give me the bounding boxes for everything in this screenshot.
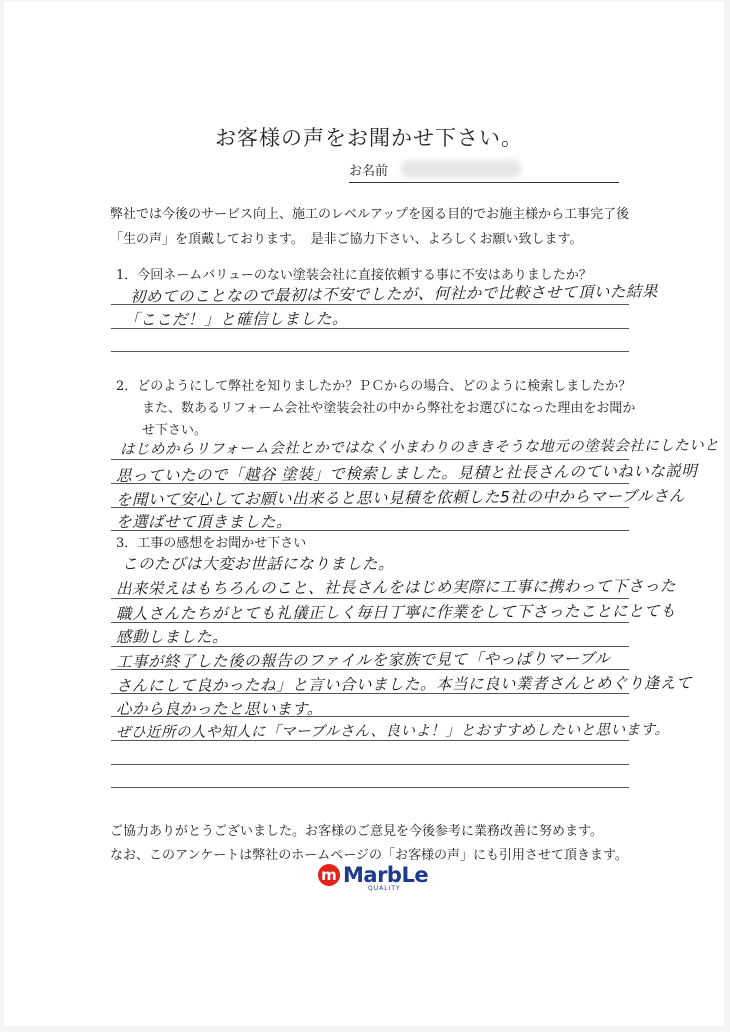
answer-rule bbox=[111, 351, 629, 352]
question-1: 1．今回ネームバリューのない塗装会社に直接依頼する事に不安はありましたか？ bbox=[116, 268, 592, 283]
closing-text bbox=[110, 820, 628, 868]
page-title: お客様の声をお聞かせ下さい。 bbox=[215, 126, 523, 150]
name-label: お名前 bbox=[349, 164, 389, 179]
answer-1-line: 初めてのことなので最初は不安でしたが、何社かで比較させて頂いた結果 bbox=[129, 282, 658, 307]
answer-3-line: このたびは大変お世話になりました。 bbox=[122, 555, 395, 573]
answer-rule bbox=[111, 716, 629, 717]
logo-subtext: QUALITY bbox=[368, 885, 401, 892]
closing-line: なお、このアンケートは弊社のホームページの「お客様の声」にも引用させて頂きます。 bbox=[110, 848, 628, 863]
answer-2-line: はじめからリフォーム会社とかではなく小まわりのききそうな地元の塗装会社にしたいと bbox=[119, 437, 720, 459]
answer-3-line: 工事が終了した後の報告のファイルを家族で見て「やっぱりマーブル bbox=[115, 649, 611, 671]
answer-rule bbox=[111, 304, 629, 305]
question-3: 3．工事の感想をお聞かせ下さい bbox=[116, 536, 307, 551]
answer-rule bbox=[111, 459, 629, 460]
survey-sheet bbox=[4, 2, 724, 1026]
answer-1-line: 「ここだ！」と確信しました。 bbox=[123, 309, 349, 329]
answer-rule bbox=[111, 530, 629, 531]
name-field bbox=[349, 160, 619, 183]
answer-3-line: ぜひ近所の人や知人に「マーブルさん、良いよ！」とおすすめしたいと思います。 bbox=[115, 722, 670, 741]
answer-rule bbox=[111, 622, 629, 623]
answer-rule bbox=[111, 507, 629, 508]
answer-rule bbox=[111, 787, 629, 788]
question-2-line: せ下さい。 bbox=[116, 423, 208, 438]
logo-mark: m bbox=[318, 864, 340, 886]
intro-line: 弊社では今後のサービス向上、施工のレベルアップを図る目的でお施主様から工事完了後 bbox=[110, 207, 630, 222]
answer-rule bbox=[111, 483, 629, 484]
answer-3-line: 心から良かったと思います。 bbox=[116, 700, 323, 718]
answer-rule bbox=[111, 669, 629, 670]
intro-line: 「生の声」を頂戴しております。 是非ご協力下さい、よろしくお願い致します。 bbox=[110, 232, 583, 247]
redacted-name bbox=[401, 160, 521, 178]
logo-text: MarbLe bbox=[343, 863, 429, 887]
question-2-line: また、数あるリフォーム会社や塗装会社の中から弊社をお選びになった理由をお聞か bbox=[116, 401, 636, 416]
answer-3-line: 感動しました。 bbox=[116, 628, 229, 646]
answer-rule bbox=[111, 740, 629, 741]
answer-3-line: 職人さんたちがとても礼儀正しく毎日丁寧に作業をして下さったことにとても bbox=[115, 602, 677, 623]
answer-rule bbox=[111, 598, 629, 599]
answer-rule bbox=[111, 646, 629, 647]
intro-text bbox=[110, 202, 629, 252]
answer-3-line: さんにして良かったね」と言い合いました。本当に良い業者さんとめぐり逢えて bbox=[115, 673, 693, 695]
answer-rule bbox=[111, 693, 629, 694]
answer-2-line: を聞いて安心してお願い出来ると思い見積を依頼した5社の中からマーブルさん bbox=[115, 487, 685, 510]
closing-line: ご協力ありがとうございました。お客様のご意見を今後参考に業務改善に努めます。 bbox=[110, 824, 603, 839]
answer-rule bbox=[111, 328, 629, 329]
answer-2-line: を選ばせて頂きました。 bbox=[116, 513, 293, 531]
company-logo bbox=[318, 863, 429, 892]
question-2 bbox=[116, 376, 635, 442]
answer-3-line: 出来栄えはもちろんのこと、社長さんをはじめ実際に工事に携わって下さった bbox=[115, 577, 676, 598]
question-2-line: 2．どのようにして弊社を知りましたか？ＰＣからの場合、どのように検索しましたか？ bbox=[116, 379, 632, 394]
answer-rule bbox=[111, 764, 629, 765]
answer-2-line: 思っていたので「越谷 塗装」で検索しました。見積と社長さんのていねいな説明 bbox=[115, 461, 698, 486]
